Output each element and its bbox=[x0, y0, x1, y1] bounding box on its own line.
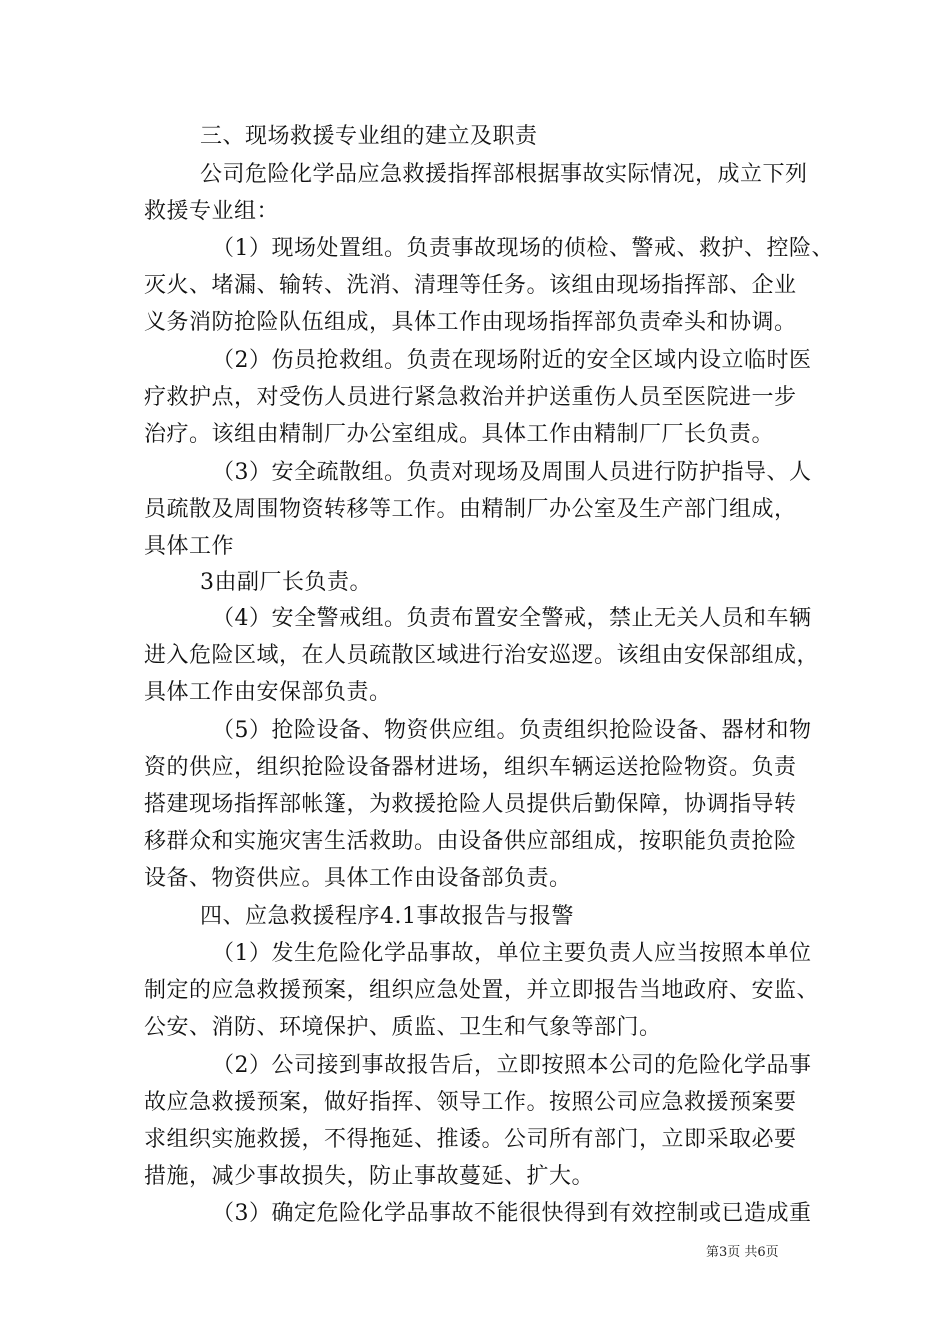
paragraph-line: 3由副厂长负责。 bbox=[200, 570, 372, 595]
paragraph-line: 设备、物资供应。具体工作由设备部负责。 bbox=[144, 866, 572, 891]
paragraph-line: 救援专业组： bbox=[144, 199, 280, 224]
paragraph-line: （1）现场处置组。负责事故现场的侦检、警戒、救护、控险、 bbox=[212, 236, 834, 261]
paragraph-line: 具体工作 bbox=[144, 534, 235, 559]
paragraph-line: 进入危险区域，在人员疏散区域进行治安巡逻。该组由安保部组成， bbox=[144, 643, 820, 668]
section-heading-3: 三、现场救援专业组的建立及职责 bbox=[200, 124, 538, 149]
paragraph-line: 公安、消防、环境保护、质监、卫生和气象等部门。 bbox=[144, 1015, 662, 1040]
paragraph-line: 求组织实施救援，不得拖延、推诿。公司所有部门，立即采取必要 bbox=[144, 1127, 797, 1152]
paragraph-line: （3）确定危险化学品事故不能很快得到有效控制或已造成重 bbox=[212, 1201, 812, 1226]
paragraph-line: 义务消防抢险队伍组成，具体工作由现场指挥部负责牵头和协调。 bbox=[144, 310, 797, 335]
paragraph-line: （2）伤员抢救组。负责在现场附近的安全区域内设立临时医 bbox=[212, 348, 812, 373]
paragraph-line: （2）公司接到事故报告后，立即按照本公司的危险化学品事 bbox=[212, 1053, 812, 1078]
paragraph-line: 疗救护点，对受伤人员进行紧急救治并护送重伤人员至医院进一步 bbox=[144, 385, 797, 410]
paragraph-line: 搭建现场指挥部帐篷，为救援抢险人员提供后勤保障，协调指导转 bbox=[144, 792, 797, 817]
paragraph-line: 故应急救援预案，做好指挥、领导工作。按照公司应急救援预案要 bbox=[144, 1090, 797, 1115]
paragraph-line: 员疏散及周围物资转移等工作。由精制厂办公室及生产部门组成， bbox=[144, 497, 797, 522]
paragraph-line: 具体工作由安保部负责。 bbox=[144, 680, 392, 705]
paragraph-line: （5）抢险设备、物资供应组。负责组织抢险设备、器材和物 bbox=[212, 718, 812, 743]
paragraph-line: （4）安全警戒组。负责布置安全警戒，禁止无关人员和车辆 bbox=[212, 606, 812, 631]
paragraph-line: （3）安全疏散组。负责对现场及周围人员进行防护指导、人 bbox=[212, 460, 812, 485]
paragraph-line: （1）发生危险化学品事故，单位主要负责人应当按照本单位 bbox=[212, 941, 812, 966]
page-number: 第3页 共6页 bbox=[706, 1245, 779, 1260]
paragraph-line: 灭火、堵漏、输转、洗消、清理等任务。该组由现场指挥部、企业 bbox=[144, 273, 797, 298]
paragraph-line: 措施，减少事故损失，防止事故蔓延、扩大。 bbox=[144, 1164, 595, 1189]
section-heading-4: 四、应急救援程序4.1事故报告与报警 bbox=[200, 904, 574, 929]
paragraph-line: 制定的应急救援预案，组织应急处置，并立即报告当地政府、安监、 bbox=[144, 978, 820, 1003]
paragraph-line: 公司危险化学品应急救援指挥部根据事故实际情况，成立下列 bbox=[200, 162, 808, 187]
paragraph-line: 资的供应，组织抢险设备器材进场，组织车辆运送抢险物资。负责 bbox=[144, 755, 797, 780]
paragraph-line: 治疗。该组由精制厂办公室组成。具体工作由精制厂厂长负责。 bbox=[144, 422, 775, 447]
paragraph-line: 移群众和实施灾害生活救助。由设备供应部组成，按职能负责抢险 bbox=[144, 829, 797, 854]
